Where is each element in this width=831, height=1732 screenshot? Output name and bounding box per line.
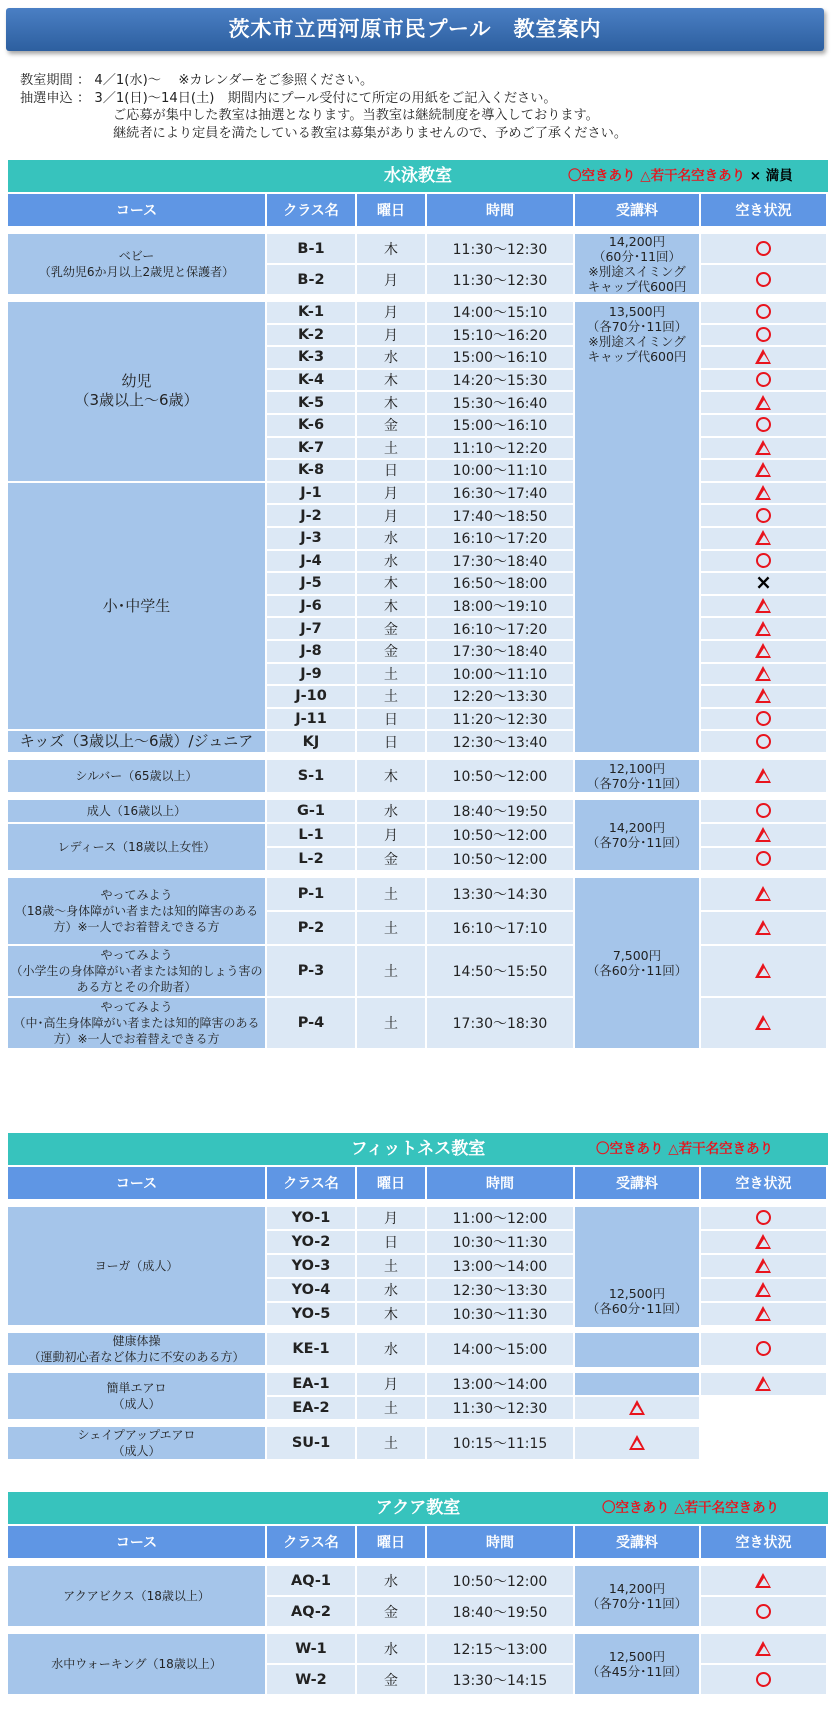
fitness-header-class: クラス名 [267, 1167, 357, 1201]
aqua-day: 水 [357, 1634, 427, 1665]
swim-status-cell [701, 641, 828, 664]
note-period: 教室期間 ： 4／1(水)～ ※カレンダーをご参照ください。 [20, 73, 374, 88]
swim-course-cell: やってみよう （小学生の身体障がい者または知的しょう害のある方とその介助者） [8, 946, 267, 998]
status-open-icon [755, 851, 772, 867]
legend-open: 〇空きあり [602, 1500, 670, 1516]
status-open-icon [755, 803, 772, 819]
aqua-course-cell: 水中ウォーキング（18歳以上） [8, 1634, 267, 1696]
aqua-status-cell [701, 1597, 828, 1628]
aqua-status-cell [701, 1634, 828, 1665]
swim-day: 水 [357, 551, 427, 574]
fitness-status-cell [575, 1427, 701, 1461]
swim-status-cell [701, 760, 828, 794]
swim-time: 10:50～12:00 [427, 848, 575, 872]
swim-class-name: J-3 [267, 528, 357, 551]
swim-time: 10:00～11:10 [427, 460, 575, 483]
status-open-icon [755, 1341, 772, 1357]
swim-class-name: P-2 [267, 912, 357, 946]
swim-day: 月 [357, 824, 427, 848]
fitness-class-name: SU-1 [267, 1427, 357, 1461]
swim-section-title: 水泳教室 [384, 166, 452, 186]
swim-status-cell [701, 998, 828, 1050]
status-open-icon [755, 711, 772, 727]
aqua-time: 18:40～19:50 [427, 1597, 575, 1628]
swim-status-cell [701, 618, 828, 641]
fitness-status-cell [701, 1207, 828, 1231]
status-few-icon [755, 666, 772, 682]
swim-time: 15:00～16:10 [427, 347, 575, 370]
swim-header-class: クラス名 [267, 194, 357, 228]
swim-day: 月 [357, 325, 427, 348]
swim-status-cell [701, 460, 828, 483]
fitness-course-cell: 簡単エアロ （成人） [8, 1373, 267, 1421]
swim-day: 日 [357, 460, 427, 483]
status-open-icon [755, 241, 772, 257]
status-few-icon [755, 768, 772, 784]
swim-day: 木 [357, 596, 427, 619]
swim-header-fee: 受講料 [575, 194, 701, 228]
fitness-class-name: YO-5 [267, 1303, 357, 1327]
swim-day: 木 [357, 370, 427, 393]
status-open-icon [755, 1672, 772, 1688]
swim-class-name: L-1 [267, 824, 357, 848]
swim-status-cell [701, 709, 828, 732]
status-few-icon [755, 1282, 772, 1298]
swim-status-cell [701, 505, 828, 528]
fitness-day: 土 [357, 1427, 427, 1461]
swim-time: 13:30～14:30 [427, 878, 575, 912]
swim-time: 10:50～12:00 [427, 760, 575, 794]
swim-class-name: J-9 [267, 664, 357, 687]
swim-time: 16:10～17:20 [427, 528, 575, 551]
fitness-class-name: YO-2 [267, 1231, 357, 1255]
status-few-icon [755, 395, 772, 411]
swim-day: 水 [357, 528, 427, 551]
swim-time: 10:50～12:00 [427, 824, 575, 848]
legend-few: △若干名空きあり [640, 168, 746, 184]
swim-course-cell: やってみよう （中･高生身体障がい者または知的障害のある方）※一人でお着替えできる方 [8, 998, 267, 1050]
fitness-header-time: 時間 [427, 1167, 575, 1201]
swim-header-course: コース [8, 194, 267, 228]
swim-status-cell [701, 551, 828, 574]
fitness-time: 10:30～11:30 [427, 1231, 575, 1255]
fitness-time: 13:00～14:00 [427, 1255, 575, 1279]
status-few-icon [629, 1400, 646, 1416]
swim-class-name: KJ [267, 731, 357, 754]
legend-open: 〇空きあり [568, 168, 636, 184]
status-few-icon [755, 1234, 772, 1250]
swim-time: 15:30～16:40 [427, 392, 575, 415]
swim-day: 水 [357, 800, 427, 824]
status-few-icon [629, 1435, 646, 1451]
aqua-time: 10:50～12:00 [427, 1566, 575, 1597]
swim-time: 16:30～17:40 [427, 483, 575, 506]
fitness-course-cell: シェイプアップエアロ （成人） [8, 1427, 267, 1461]
fitness-time: 10:15～11:15 [427, 1427, 575, 1461]
swim-time: 10:00～11:10 [427, 664, 575, 687]
swim-class-name: S-1 [267, 760, 357, 794]
swim-time: 12:30～13:40 [427, 731, 575, 754]
swim-day: 土 [357, 912, 427, 946]
status-open-icon [755, 734, 772, 750]
status-open-icon [755, 327, 772, 343]
swim-class-name: J-11 [267, 709, 357, 732]
aqua-section-band [8, 1492, 828, 1524]
note-lottery-detail: ご応募が集中した教室は抽選となります。当教室は継続制度を導入しております。 [113, 108, 599, 124]
swim-class-name: J-7 [267, 618, 357, 641]
swim-class-name: K-7 [267, 438, 357, 461]
fitness-class-name: YO-1 [267, 1207, 357, 1231]
swim-class-name: K-4 [267, 370, 357, 393]
swim-fee-cell: 14,200円 （各70分･11回） [575, 800, 701, 872]
swim-course-cell: ベビー （乳幼児6か月以上2歳児と保護者） [8, 234, 267, 296]
aqua-header-course: コース [8, 1526, 267, 1560]
fitness-status-cell [701, 1255, 828, 1279]
swim-class-name: K-3 [267, 347, 357, 370]
status-open-icon [755, 553, 772, 569]
swim-class-name: J-4 [267, 551, 357, 574]
aqua-course-cell: アクアビクス（18歳以上） [8, 1566, 267, 1628]
swim-status-cell [701, 347, 828, 370]
aqua-class-name: AQ-1 [267, 1566, 357, 1597]
fitness-header-fee: 受講料 [575, 1167, 701, 1201]
swim-status-cell [701, 800, 828, 824]
status-few-icon [755, 920, 772, 936]
fitness-status-cell [575, 1397, 701, 1421]
fitness-class-name: YO-3 [267, 1255, 357, 1279]
swim-day: 金 [357, 415, 427, 438]
fitness-class-name: EA-1 [267, 1373, 357, 1397]
swim-table [8, 194, 828, 1050]
status-few-icon [755, 688, 772, 704]
legend-few: △若干名空きあり [674, 1500, 780, 1516]
swim-day: 金 [357, 641, 427, 664]
swim-status-cell [701, 325, 828, 348]
note-continuation: 継続者により定員を満たしている教室は募集がありませんので、予めご了承ください。 [113, 125, 628, 141]
swim-time: 15:10～16:20 [427, 325, 575, 348]
swim-day: 月 [357, 483, 427, 506]
status-few-icon [755, 1573, 772, 1589]
swim-class-name: K-1 [267, 302, 357, 325]
swim-time: 15:00～16:10 [427, 415, 575, 438]
aqua-class-name: W-2 [267, 1665, 357, 1696]
swim-class-name: P-3 [267, 946, 357, 998]
fitness-time: 13:00～14:00 [427, 1373, 575, 1397]
swim-course-cell: シルバー（65歳以上） [8, 760, 267, 794]
fitness-header-status: 空き状況 [701, 1167, 828, 1201]
swim-status-cell [701, 824, 828, 848]
swim-status-cell [701, 848, 828, 872]
swim-day: 月 [357, 265, 427, 296]
swim-fee-cell: 13,500円 （各70分･11回） ※別途スイミング キャップ代600円 [575, 302, 701, 754]
swim-time: 11:30～12:30 [427, 234, 575, 265]
swim-day: 土 [357, 686, 427, 709]
swim-status-cell [701, 686, 828, 709]
legend-few: △若干名空きあり [668, 1141, 774, 1157]
legend-open: 〇空きあり [596, 1141, 664, 1157]
swim-legend [568, 160, 793, 192]
fitness-time: 12:30～13:30 [427, 1279, 575, 1303]
swim-class-name: K-2 [267, 325, 357, 348]
status-open-icon [755, 417, 772, 433]
fitness-class-name: KE-1 [267, 1333, 357, 1367]
fitness-status-cell [701, 1279, 828, 1303]
swim-time: 14:50～15:50 [427, 946, 575, 998]
status-open-icon [755, 1210, 772, 1226]
fitness-day: 月 [357, 1373, 427, 1397]
aqua-time: 12:15～13:00 [427, 1634, 575, 1665]
swim-class-name: P-4 [267, 998, 357, 1050]
swim-course-cell: 成人（16歳以上） [8, 800, 267, 824]
swim-course-cell: 幼児 （3歳以上～6歳） [8, 302, 267, 483]
swim-section-band [8, 160, 828, 192]
aqua-status-cell [701, 1665, 828, 1696]
status-open-icon [755, 1604, 772, 1620]
aqua-header-class: クラス名 [267, 1526, 357, 1560]
swim-day: 木 [357, 392, 427, 415]
swim-day: 月 [357, 505, 427, 528]
swim-status-cell [701, 528, 828, 551]
swim-fee-cell: 7,500円 （各60分･11回） [575, 878, 701, 1050]
swim-course-cell: やってみよう （18歳～身体障がい者または知的障害のある方）※一人でお着替えできる方 [8, 878, 267, 946]
status-few-icon [755, 886, 772, 902]
swim-status-cell [701, 370, 828, 393]
aqua-section-title: アクア教室 [375, 1498, 461, 1518]
swim-day: 土 [357, 438, 427, 461]
swim-class-name: J-6 [267, 596, 357, 619]
fitness-course-cell: ヨーガ（成人） [8, 1207, 267, 1327]
swim-time: 16:10～17:20 [427, 618, 575, 641]
swim-time: 11:20～12:30 [427, 709, 575, 732]
status-few-icon [755, 530, 772, 546]
aqua-header-time: 時間 [427, 1526, 575, 1560]
swim-class-name: B-1 [267, 234, 357, 265]
swim-day: 金 [357, 618, 427, 641]
swim-time: 16:10～17:10 [427, 912, 575, 946]
fitness-day: 水 [357, 1333, 427, 1367]
aqua-header-fee: 受講料 [575, 1526, 701, 1560]
swim-class-name: J-10 [267, 686, 357, 709]
status-few-icon [755, 1306, 772, 1322]
fitness-day: 月 [357, 1207, 427, 1231]
fitness-time: 11:30～12:30 [427, 1397, 575, 1421]
status-few-icon [755, 1376, 772, 1392]
swim-status-cell [701, 234, 828, 265]
swim-day: 水 [357, 347, 427, 370]
fitness-day: 木 [357, 1303, 427, 1327]
swim-status-cell [701, 946, 828, 998]
swim-course-cell: 小･中学生 [8, 483, 267, 732]
fitness-status-cell [701, 1373, 828, 1397]
status-few-icon [755, 643, 772, 659]
swim-class-name: K-8 [267, 460, 357, 483]
swim-fee-cell: 14,200円 （60分･11回） ※別途スイミング キャップ代600円 [575, 234, 701, 296]
aqua-day: 金 [357, 1665, 427, 1696]
fitness-table [8, 1167, 828, 1461]
status-few-icon [755, 1258, 772, 1274]
fitness-course-cell: 健康体操 （運動初心者など体力に不安のある方） [8, 1333, 267, 1367]
swim-class-name: J-1 [267, 483, 357, 506]
swim-day: 土 [357, 998, 427, 1050]
fitness-section-band [8, 1133, 828, 1165]
aqua-class-name: W-1 [267, 1634, 357, 1665]
aqua-header-day: 曜日 [357, 1526, 427, 1560]
swim-header-day: 曜日 [357, 194, 427, 228]
fitness-status-cell [701, 1231, 828, 1255]
aqua-status-cell [701, 1566, 828, 1597]
swim-time: 17:30～18:40 [427, 551, 575, 574]
status-few-icon [755, 462, 772, 478]
fitness-time: 11:00～12:00 [427, 1207, 575, 1231]
swim-day: 土 [357, 878, 427, 912]
swim-time: 18:00～19:10 [427, 596, 575, 619]
swim-status-cell [701, 415, 828, 438]
aqua-table [8, 1526, 828, 1696]
fitness-header-day: 曜日 [357, 1167, 427, 1201]
swim-time: 11:10～12:20 [427, 438, 575, 461]
swim-status-cell [701, 483, 828, 506]
fitness-day: 日 [357, 1231, 427, 1255]
status-open-icon [755, 508, 772, 524]
fitness-day: 土 [357, 1397, 427, 1421]
status-few-icon [755, 963, 772, 979]
fitness-class-name: EA-2 [267, 1397, 357, 1421]
swim-course-cell: レディース（18歳以上女性） [8, 824, 267, 872]
status-few-icon [755, 440, 772, 456]
fitness-section-title: フィットネス教室 [350, 1139, 486, 1159]
aqua-legend [602, 1492, 779, 1524]
notes-block [20, 72, 820, 142]
status-full-icon [755, 575, 772, 591]
swim-day: 木 [357, 573, 427, 596]
aqua-time: 13:30～14:15 [427, 1665, 575, 1696]
swim-day: 金 [357, 848, 427, 872]
status-few-icon [755, 1641, 772, 1657]
swim-status-cell [701, 912, 828, 946]
fitness-header-course: コース [8, 1167, 267, 1201]
fitness-fee-cell: 12,500円 （各60分･11回） [575, 1207, 701, 1397]
swim-day: 月 [357, 302, 427, 325]
swim-time: 12:20～13:30 [427, 686, 575, 709]
aqua-class-name: AQ-2 [267, 1597, 357, 1628]
swim-status-cell [701, 664, 828, 687]
swim-day: 日 [357, 731, 427, 754]
aqua-fee-cell: 12,500円 （各45分･11回） [575, 1634, 701, 1696]
status-few-icon [755, 349, 772, 365]
aqua-header-status: 空き状況 [701, 1526, 828, 1560]
fitness-day: 水 [357, 1279, 427, 1303]
swim-class-name: J-2 [267, 505, 357, 528]
swim-time: 14:20～15:30 [427, 370, 575, 393]
swim-day: 日 [357, 709, 427, 732]
swim-fee-cell: 12,100円 （各70分･11回） [575, 760, 701, 794]
swim-time: 17:40～18:50 [427, 505, 575, 528]
swim-status-cell [701, 302, 828, 325]
fitness-legend [596, 1133, 773, 1165]
aqua-day: 水 [357, 1566, 427, 1597]
swim-time: 11:30～12:30 [427, 265, 575, 296]
swim-status-cell [701, 392, 828, 415]
swim-time: 17:30～18:30 [427, 998, 575, 1050]
fitness-class-name: YO-4 [267, 1279, 357, 1303]
legend-full: × 満員 [749, 168, 793, 184]
note-lottery: 抽選申込 ： 3／1(日)～14日(土) 期間内にプール受付にて所定の用紙をご記入ください。 [20, 90, 557, 106]
swim-time: 14:00～15:10 [427, 302, 575, 325]
swim-course-cell: キッズ（3歳以上～6歳）/ジュニア [8, 731, 267, 754]
swim-status-cell [701, 438, 828, 461]
status-open-icon [755, 372, 772, 388]
swim-class-name: L-2 [267, 848, 357, 872]
swim-class-name: G-1 [267, 800, 357, 824]
fitness-time: 14:00～15:00 [427, 1333, 575, 1367]
fitness-time: 10:30～11:30 [427, 1303, 575, 1327]
swim-class-name: J-8 [267, 641, 357, 664]
swim-status-cell [701, 596, 828, 619]
status-open-icon [755, 304, 772, 320]
fitness-status-cell [701, 1333, 828, 1367]
swim-status-cell [701, 731, 828, 754]
swim-day: 土 [357, 946, 427, 998]
status-open-icon [755, 272, 772, 288]
swim-time: 17:30～18:40 [427, 641, 575, 664]
swim-day: 土 [357, 664, 427, 687]
status-few-icon [755, 1015, 772, 1031]
swim-status-cell [701, 878, 828, 912]
fitness-day: 土 [357, 1255, 427, 1279]
swim-time: 16:50～18:00 [427, 573, 575, 596]
swim-class-name: K-6 [267, 415, 357, 438]
swim-header-status: 空き状況 [701, 194, 828, 228]
status-few-icon [755, 621, 772, 637]
swim-class-name: P-1 [267, 878, 357, 912]
status-few-icon [755, 827, 772, 843]
swim-class-name: J-5 [267, 573, 357, 596]
swim-class-name: B-2 [267, 265, 357, 296]
page-title: 茨木市立西河原市民プール 教室案内 [6, 8, 824, 51]
swim-day: 木 [357, 760, 427, 794]
aqua-fee-cell: 14,200円 （各70分･11回） [575, 1566, 701, 1628]
status-few-icon [755, 485, 772, 501]
swim-status-cell [701, 265, 828, 296]
status-few-icon [755, 598, 772, 614]
aqua-day: 金 [357, 1597, 427, 1628]
swim-time: 18:40～19:50 [427, 800, 575, 824]
swim-status-cell [701, 573, 828, 596]
swim-day: 木 [357, 234, 427, 265]
swim-class-name: K-5 [267, 392, 357, 415]
swim-header-time: 時間 [427, 194, 575, 228]
fitness-status-cell [701, 1303, 828, 1327]
